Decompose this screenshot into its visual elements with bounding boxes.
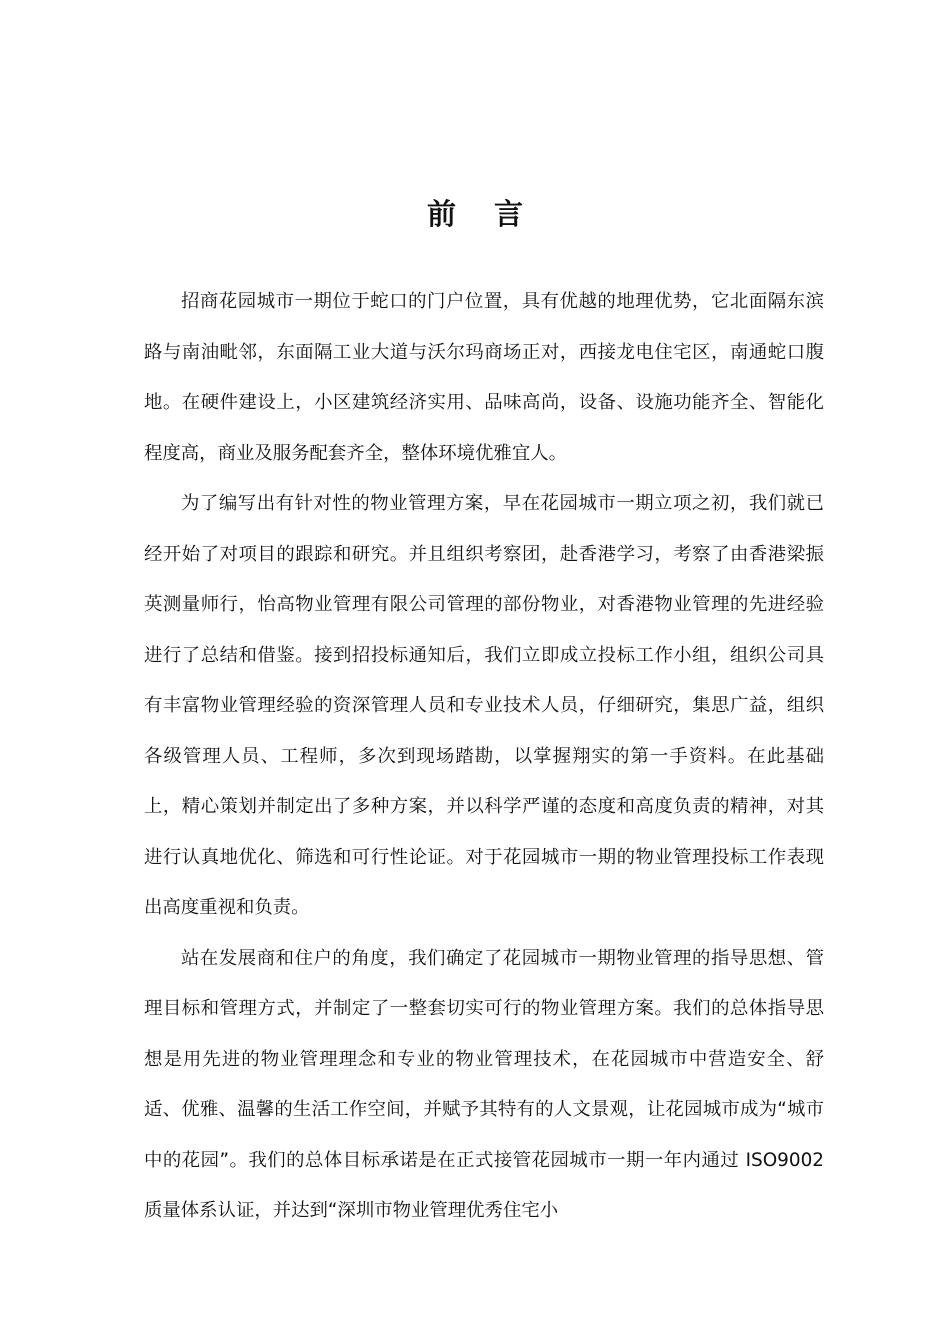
paragraph-1: 招商花园城市一期位于蛇口的门户位置，具有优越的地理优势，它北面隔东滨路与南油毗邻，东面隔工业大道与沃尔玛商场正对，西接龙电住宅区，南通蛇口腹地。在硬件建设上，小区建筑经济实用、品味高尚，设备、设施功能齐全、智能化程度高，商业及服务配套齐全，整体环境优雅宜人。	[144, 291, 824, 464]
paragraph-3: 站在发展商和住户的角度，我们确定了花园城市一期物业管理的指导思想、管理目标和管理方式，并制定了一整套切实可行的物业管理方案。我们的总体指导思想是用先进的物业管理理念和专业的物业管理技术，在花园城市中营造安全、舒适、优雅、温馨的生活工作空间，并赋予其特有的人文景观，让花园城市成为“城市中的花园”。我们的总体目标承诺是在正式接管花园城市一期一年内通过 ISO9002 质量体系认证，并达到“深圳市物业管理优秀住宅小	[144, 947, 824, 1221]
page-title: 前言	[426, 197, 561, 231]
paragraph-2: 为了编写出有针对性的物业管理方案，早在花园城市一期立项之初，我们就已经开始了对项目的跟踪和研究。并且组织考察团，赴香港学习，考察了由香港梁振英测量师行，怡高物业管理有限公司管理的部份物业，对香港物业管理的先进经验进行了总结和借鉴。接到招投标通知后，我们立即成立投标工作小组，组织公司具有丰富物业管理经验的资深管理人员和专业技术人员，仔细研究，集思广益，组织各级管理人员、工程师，多次到现场踏勘，以掌握翔实的第一手资料。在此基础上，精心策划并制定出了多种方案，并以科学严谨的态度和高度负责的精神，对其进行认真地优化、筛选和可行性论证。对于花园城市一期的物业管理投标工作表现出高度重视和负责。	[144, 493, 824, 918]
document-body	[144, 277, 824, 1237]
